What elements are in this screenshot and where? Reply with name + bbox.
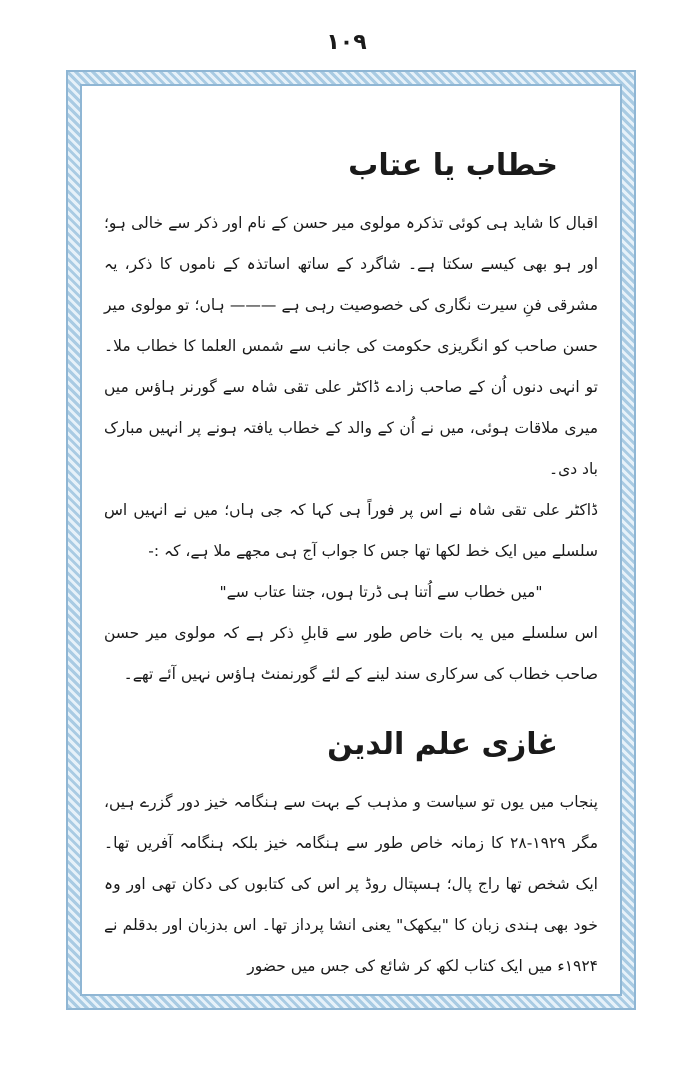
decorative-page-border [66, 70, 636, 1010]
article-body [104, 146, 598, 987]
page-content-area [80, 84, 622, 996]
section-heading-ghazi: غازی علم الدین [327, 727, 558, 762]
page-number: ۱۰۹ [326, 30, 367, 55]
paragraph: ڈاکٹر علی تقی شاہ نے اس پر فوراً ہی کہا کہ جی ہاں؛ میں نے انہیں اس سلسلے میں ایک خط لکھا تھا جس کا جواب آج ہی مجھے ملا ہے، کہ :- [104, 501, 598, 560]
paragraph: اقبال کا شاید ہی کوئی تذکرہ مولوی میر حسن کے نام اور ذکر سے خالی ہو؛ اور ہو بھی کیسے سکتا ہے۔ شاگرد کے ساتھ اساتذہ کے ناموں کا ذکر، یہ مشرقی فنِ سیرت نگاری کی خصوصیت رہی ہے ——— ہاں؛ تو مولوی میر حسن صاحب کو انگریزی حکومت کی جانب سے شمس العلما کا خطاب ملا۔ تو انہی دنوں اُن کے صاحب زادے ڈاکٹر علی تقی شاہ سے گورنر ہاؤس میں میری ملاقات ہوئی، میں نے اُن کے والد کے خطاب یافتہ ہونے پر انہیں مبارک باد دی۔ [104, 214, 598, 478]
paragraph: پنجاب میں یوں تو سیاست و مذہب کے بہت سے ہنگامہ خیز دور گزرے ہیں، مگر ۱۹۲۹-۲۸ کا زمانہ خاص طور سے ہنگامہ خیز بلکہ ہنگامہ آفریں تھا۔ ایک شخص تھا راج پال؛ ہسپتال روڈ پر اس کی کتابوں کی دکان تھی اور وہ خود بھی ہندی زبان کا "بیکھک" یعنی انشا پرداز تھا۔ اس بدزبان اور بدقلم نے ۱۹۲۴ء میں ایک کتاب لکھ کر شائع کی جس میں حضور [104, 793, 598, 975]
section-heading-khitab: خطاب یا عتاب [348, 148, 558, 183]
quotation: "میں خطاب سے اُتنا ہی ڈرتا ہوں، جتنا عتاب سے" [219, 583, 543, 601]
paragraph: اس سلسلے میں یہ بات خاص طور سے قابلِ ذکر ہے کہ مولوی میر حسن صاحب خطاب کی سرکاری سند لینے کے لئے گورنمنٹ ہاؤس نہیں آئے تھے۔ [104, 624, 598, 683]
